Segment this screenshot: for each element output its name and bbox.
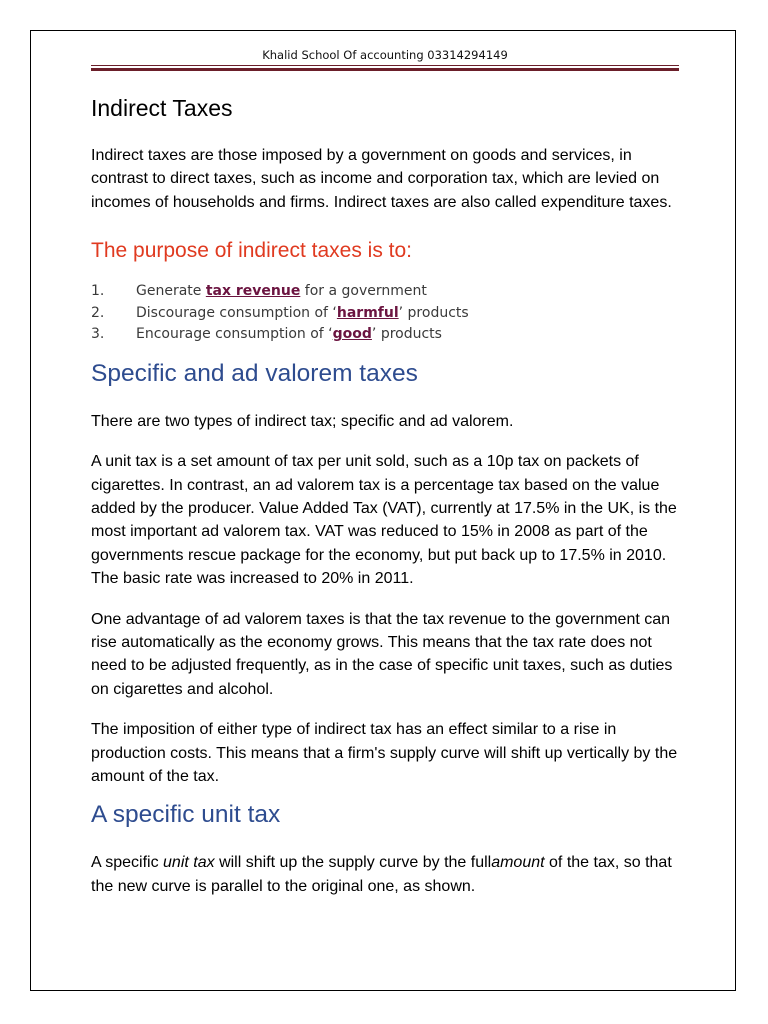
paragraph-text: A specific (91, 854, 164, 872)
purpose-number: 2. (91, 304, 105, 321)
header-rule-thin (91, 65, 679, 66)
keyword-link[interactable]: harmful (336, 304, 399, 321)
section1-paragraph-1: There are two types of indirect tax; specific and ad valorem. (91, 412, 514, 430)
emphasis-text: unit tax (163, 854, 215, 872)
section-heading-specific-unit-tax: A specific unit tax (91, 801, 281, 829)
purpose-text: Discourage consumption of ‘ (136, 304, 337, 321)
section1-paragraph-2: A unit tax is a set amount of tax per unit sold, such as a 10p tax on packets of cigarettes. In contrast, an ad valorem tax is a percentage tax based on the value added by the producer. Value Added Tax (VAT), currently at 17.5% in the UK, is the most important ad valorem tax. VAT was reduced to 15% in 2008 as part of the governments rescue package for the economy, but put back up to 17.5% in 2010. The basic rate was increased to 20% in 2011. (91, 453, 677, 588)
purpose-list (91, 281, 681, 346)
purpose-item (91, 303, 681, 325)
emphasis-text: amount (491, 854, 545, 872)
paragraph-text: of the tax, so that the new curve is parallel to the original one, as shown. (91, 854, 672, 895)
document-body (91, 93, 681, 898)
purpose-text: ’ products (398, 304, 469, 321)
purpose-number: 1. (91, 283, 105, 300)
section-heading-specific-ad-valorem: Specific and ad valorem taxes (91, 359, 418, 387)
purpose-heading: The purpose of indirect taxes is to: (91, 239, 412, 263)
purpose-number: 3. (91, 326, 105, 343)
paragraph-text: will shift up the supply curve by the full (214, 854, 492, 872)
keyword-link[interactable]: tax revenue (205, 283, 301, 300)
header-rule-thick (91, 68, 679, 71)
purpose-text: ’ products (371, 326, 442, 343)
section2-paragraph (91, 851, 681, 898)
purpose-item (91, 281, 681, 303)
section1-paragraph-4: The imposition of either type of indirect tax has an effect similar to a rise in production costs. This means that a firm's supply curve will shift up vertically by the amount of the tax. (91, 721, 678, 785)
purpose-text: Encourage consumption of ‘ (136, 326, 333, 343)
document-page (30, 30, 736, 991)
section1-paragraph-3: One advantage of ad valorem taxes is that the tax revenue to the government can rise automatically as the economy grows. This means that the tax rate does not need to be adjusted frequently, as in the case of specific unit taxes, such as duties on cigarettes and alcohol. (91, 610, 673, 698)
purpose-text: Generate (136, 283, 206, 300)
purpose-item (91, 324, 681, 346)
page-header: Khalid School Of accounting 03314294149 (262, 48, 508, 62)
intro-paragraph: Indirect taxes are those imposed by a government on goods and services, in contrast to direct taxes, such as income and corporation tax, which are levied on incomes of households and firms. Indirect taxes are also called expenditure taxes. (91, 147, 672, 211)
purpose-text: for a government (300, 283, 427, 300)
keyword-link[interactable]: good (332, 326, 372, 343)
document-title: Indirect Taxes (91, 95, 233, 121)
